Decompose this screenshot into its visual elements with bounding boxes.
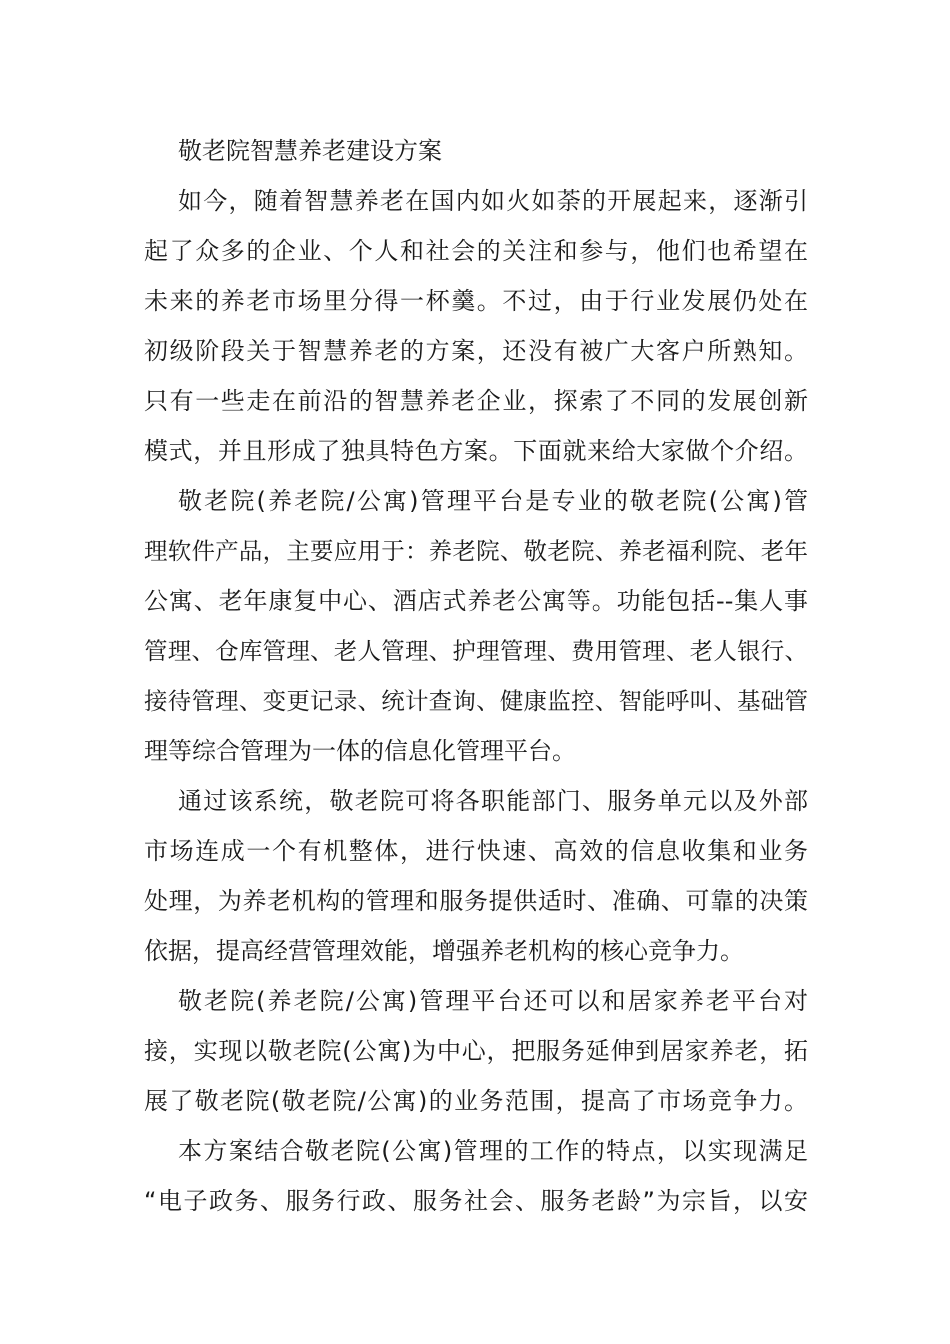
paragraph-line: “电子政务、服务行政、服务社会、服务老龄”为宗旨，以安 bbox=[144, 1187, 808, 1215]
paragraph-line: 接，实现以敬老院(公寓)为中心，把服务延伸到居家养老，拓 bbox=[144, 1037, 808, 1065]
paragraph-platform bbox=[144, 476, 808, 776]
paragraph-system bbox=[144, 776, 808, 976]
paragraph-line: 本方案结合敬老院(公寓)管理的工作的特点，以实现满足 bbox=[178, 1137, 808, 1165]
paragraph-scheme bbox=[144, 1126, 808, 1226]
document-body bbox=[144, 126, 808, 1226]
document-title: 敬老院智慧养老建设方案 bbox=[178, 137, 442, 165]
paragraph-line: 未来的养老市场里分得一杯羹。不过，由于行业发展仍处在 bbox=[144, 287, 808, 315]
paragraph-line: 只有一些走在前沿的智慧养老企业，探索了不同的发展创新 bbox=[144, 387, 808, 415]
paragraph-line: 敬老院(养老院/公寓)管理平台是专业的敬老院(公寓)管 bbox=[178, 487, 808, 515]
paragraph-line: 依据，提高经营管理效能，增强养老机构的核心竞争力。 bbox=[144, 937, 744, 965]
paragraph-line: 处理，为养老机构的管理和服务提供适时、准确、可靠的决策 bbox=[144, 887, 808, 915]
paragraph-line: 初级阶段关于智慧养老的方案，还没有被广大客户所熟知。 bbox=[144, 337, 808, 365]
paragraph-line: 理等综合管理为一体的信息化管理平台。 bbox=[144, 737, 576, 765]
paragraph-line: 敬老院(养老院/公寓)管理平台还可以和居家养老平台对 bbox=[178, 987, 808, 1015]
paragraph-line: 管理、仓库管理、老人管理、护理管理、费用管理、老人银行、 bbox=[144, 637, 808, 665]
paragraph-line: 理软件产品，主要应用于：养老院、敬老院、养老福利院、老年 bbox=[144, 537, 808, 565]
paragraph-intro bbox=[144, 176, 808, 476]
paragraph-line: 通过该系统，敬老院可将各职能部门、服务单元以及外部 bbox=[178, 787, 808, 815]
paragraph-line: 展了敬老院(敬老院/公寓)的业务范围，提高了市场竞争力。 bbox=[144, 1087, 808, 1115]
paragraph-line: 接待管理、变更记录、统计查询、健康监控、智能呼叫、基础管 bbox=[144, 687, 808, 715]
paragraph-line: 如今，随着智慧养老在国内如火如荼的开展起来，逐渐引 bbox=[178, 187, 808, 215]
paragraph-home-care bbox=[144, 976, 808, 1126]
paragraph-line: 公寓、老年康复中心、酒店式养老公寓等。功能包括--集人事 bbox=[144, 587, 808, 615]
paragraph-line: 市场连成一个有机整体，进行快速、高效的信息收集和业务 bbox=[144, 837, 808, 865]
paragraph-line: 模式，并且形成了独具特色方案。下面就来给大家做个介绍。 bbox=[144, 437, 808, 465]
paragraph-line: 起了众多的企业、个人和社会的关注和参与，他们也希望在 bbox=[144, 237, 808, 265]
